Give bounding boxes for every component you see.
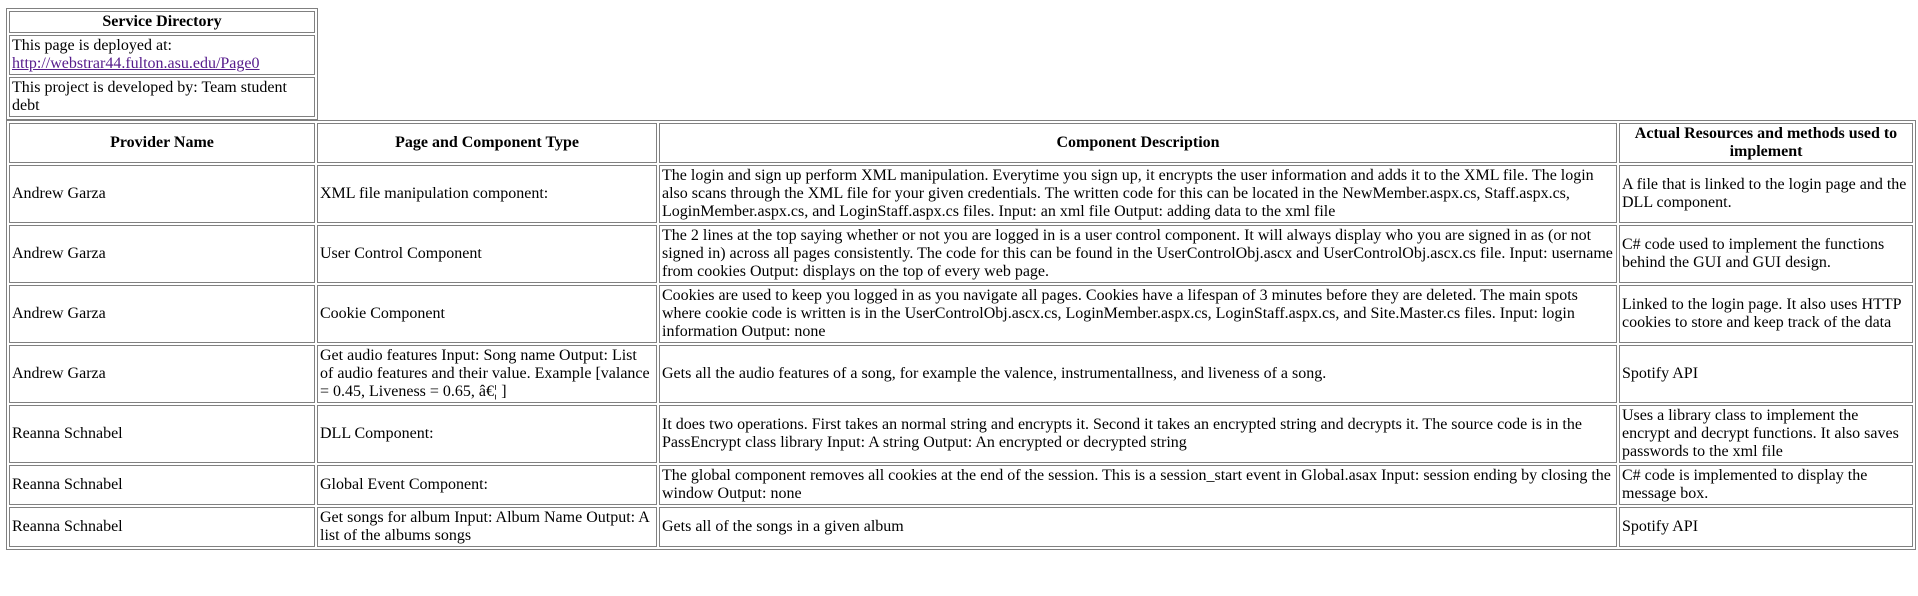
provider-cell: Reanna Schnabel	[9, 405, 315, 463]
description-cell: Gets all of the songs in a given album	[659, 507, 1617, 547]
provider-cell: Andrew Garza	[9, 165, 315, 223]
table-row	[9, 507, 1913, 547]
description-cell: Gets all the audio features of a song, for example the valence, instrumentallness, and liveness of a song.	[659, 345, 1617, 403]
type-cell: Global Event Component:	[317, 465, 657, 505]
description-cell: Cookies are used to keep you logged in as you navigate all pages. Cookies have a lifespan of 3 minutes before they are deleted. The main spots where cookie code is written is in the UserControlObj.ascx.cs, LoginMember.aspx.cs, LoginStaff.aspx.cs, and Site.Master.cs files. Input: login information Output: none	[659, 285, 1617, 343]
resources-cell: Spotify API	[1619, 507, 1913, 547]
resources-cell: Uses a library class to implement the encrypt and decrypt functions. It also saves passwords to the xml file	[1619, 405, 1913, 463]
services-header-row	[9, 123, 1913, 163]
header-component-description: Component Description	[659, 123, 1617, 163]
resources-cell: A file that is linked to the login page and the DLL component.	[1619, 165, 1913, 223]
resources-cell: Linked to the login page. It also uses HTTP cookies to store and keep track of the data	[1619, 285, 1913, 343]
description-cell: The 2 lines at the top saying whether or not you are logged in is a user control component. It will always display who you are signed in as (or not signed in) across all pages consistently. The code for this can be found in the UserControlObj.ascx and UserControlObj.ascx.cs file. Input: username from cookies Output: displays on the top of every web page.	[659, 225, 1617, 283]
table-row	[9, 345, 1913, 403]
type-cell: XML file manipulation component:	[317, 165, 657, 223]
provider-cell: Reanna Schnabel	[9, 465, 315, 505]
table-row	[9, 285, 1913, 343]
info-title-row	[9, 11, 315, 33]
header-resources: Actual Resources and methods used to implement	[1619, 123, 1913, 163]
type-cell: User Control Component	[317, 225, 657, 283]
table-row	[9, 405, 1913, 463]
table-row	[9, 225, 1913, 283]
type-cell: DLL Component:	[317, 405, 657, 463]
resources-cell: C# code is implemented to display the message box.	[1619, 465, 1913, 505]
table-row	[9, 165, 1913, 223]
info-developed-row	[9, 77, 315, 117]
developed-by-text: This project is developed by: Team student debt	[9, 77, 315, 117]
header-component-type: Page and Component Type	[317, 123, 657, 163]
service-directory-info-table	[6, 8, 318, 120]
header-provider-name: Provider Name	[9, 123, 315, 163]
type-cell: Get songs for album Input: Album Name Output: A list of the albums songs	[317, 507, 657, 547]
description-cell: The login and sign up perform XML manipulation. Everytime you sign up, it encrypts the user information and adds it to the XML file. The login also scans through the XML file for your given credentials. The written code for this can be located in the NewMember.aspx.cs, Staff.aspx.cs, LoginMember.aspx.cs, and LoginStaff.aspx.cs files. Input: an xml file Output: adding data to the xml file	[659, 165, 1617, 223]
provider-cell: Reanna Schnabel	[9, 507, 315, 547]
description-cell: It does two operations. First takes an normal string and encrypts it. Second it takes an encrypted string and decrypts it. The source code is in the PassEncrypt class library Input: A string Output: An encrypted or decrypted string	[659, 405, 1617, 463]
info-deployed-row	[9, 35, 315, 75]
service-directory-title: Service Directory	[9, 11, 315, 33]
type-cell: Cookie Component	[317, 285, 657, 343]
deployed-link[interactable]: http://webstrar44.fulton.asu.edu/Page0	[12, 55, 260, 72]
provider-cell: Andrew Garza	[9, 285, 315, 343]
type-cell: Get audio features Input: Song name Output: List of audio features and their value. Example [valance = 0.45, Liveness = 0.65, â€¦ ]	[317, 345, 657, 403]
provider-cell: Andrew Garza	[9, 225, 315, 283]
description-cell: The global component removes all cookies at the end of the session. This is a session_start event in Global.asax Input: session ending by closing the window Output: none	[659, 465, 1617, 505]
resources-cell: C# code used to implement the functions behind the GUI and GUI design.	[1619, 225, 1913, 283]
deployed-label: This page is deployed at:	[12, 37, 172, 54]
services-table	[6, 120, 1916, 550]
table-row	[9, 465, 1913, 505]
resources-cell: Spotify API	[1619, 345, 1913, 403]
deployed-cell	[9, 35, 315, 75]
provider-cell: Andrew Garza	[9, 345, 315, 403]
